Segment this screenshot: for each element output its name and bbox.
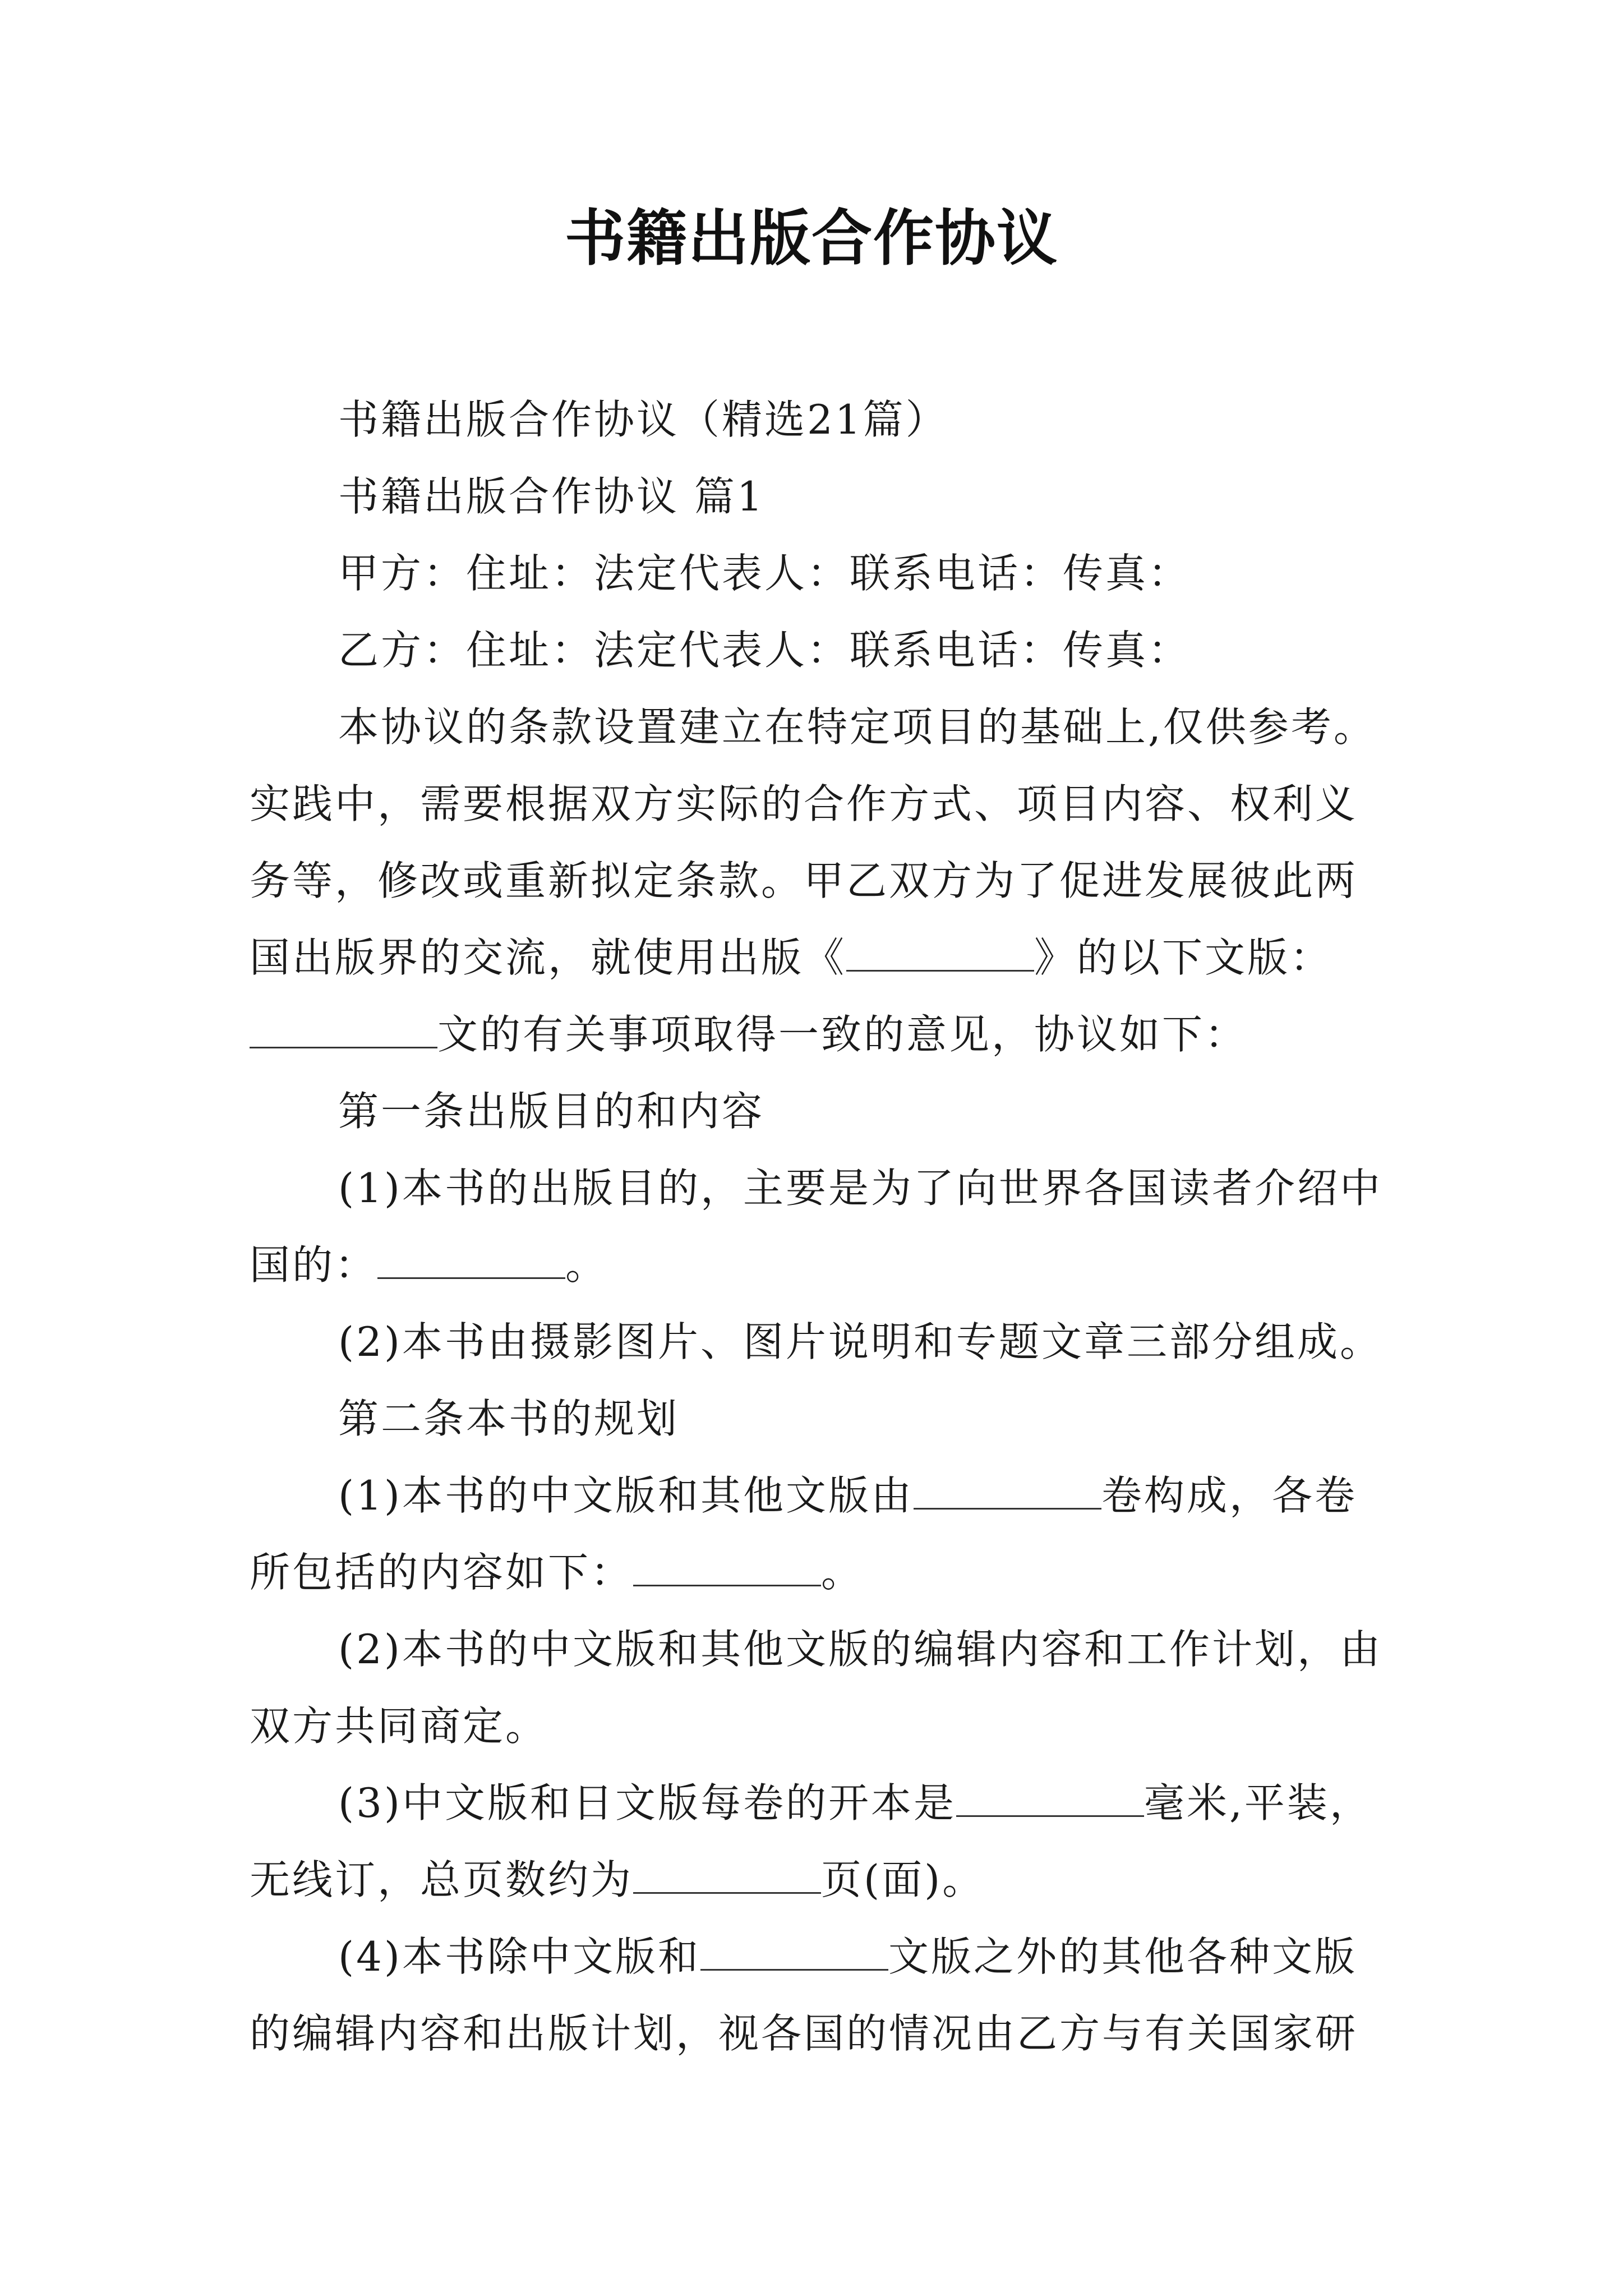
article-2-clause-1-text-3: 。	[821, 1549, 864, 1596]
article-2-clause-1-text-2: 卷构成，各卷所包括的内容如下：	[250, 1472, 1358, 1596]
article-2-clause-1	[250, 1457, 1394, 1611]
preamble-paragraph	[250, 689, 1394, 1073]
preamble-text-1: 本协议的条款设置建立在特定项目的基础上,仅供参考。实践中，需要根据双方实际的合作方式、项目内容、权利义务等，修改或重新拟定条款。甲乙双方为了促进发展彼此两国出版界的交流，就使用出版《	[250, 703, 1376, 981]
article-1-clause-1-text-2: 。	[565, 1241, 608, 1289]
article-2-clause-3-text-1: (3)中文版和日文版每卷的开本是	[338, 1779, 956, 1826]
article-2-clause-3	[250, 1765, 1394, 1918]
blank-page-count	[633, 1857, 821, 1894]
preamble-text-2: 》的以下文版：	[1034, 934, 1333, 981]
blank-other-language	[700, 1934, 888, 1971]
party-b-line: 乙方：住址：法定代表人：联系电话：传真：	[338, 627, 1191, 674]
article-1-clause-1	[250, 1150, 1394, 1304]
article-1-clause-2: (2)本书由摄影图片、图片说明和专题文章三部分组成。	[338, 1318, 1382, 1365]
preamble-text-3: 文的有关事项取得一致的意见，协议如下：	[437, 1011, 1248, 1058]
article-2-clause-3-text-2: 毫米,平装，无线订，总页数约为	[250, 1779, 1372, 1903]
article-2-clause-4	[250, 1918, 1394, 2072]
article-1-clause-1-text-1: (1)本书的出版目的，主要是为了向世界各国读者介绍中国的：	[250, 1165, 1382, 1289]
article-2-clause-4-text-2: 文版之外的其他各种文版的编辑内容和出版计划，视各国的情况由乙方与有关国家研	[250, 1933, 1358, 2057]
article-2-clause-2: (2)本书的中文版和其他文版的编辑内容和工作计划，由双方共同商定。	[250, 1626, 1382, 1750]
article-1-heading: 第一条出版目的和内容	[338, 1088, 765, 1135]
article-2-heading: 第二条本书的规划	[338, 1395, 680, 1442]
blank-language	[250, 1012, 437, 1048]
subtitle: 书籍出版合作协议（精选21篇）	[338, 396, 948, 443]
blank-book-title	[846, 935, 1034, 972]
document-body	[250, 381, 1394, 2072]
section-heading: 书籍出版合作协议 篇1	[338, 473, 765, 520]
document-title: 书籍出版合作协议	[564, 203, 1058, 274]
party-a-line: 甲方：住址：法定代表人：联系电话：传真：	[338, 550, 1191, 597]
blank-purpose	[377, 1243, 565, 1279]
article-2-clause-4-text-1: (4)本书除中文版和	[338, 1933, 700, 1980]
blank-volume-count	[914, 1473, 1101, 1510]
blank-format-size	[956, 1780, 1144, 1817]
article-2-clause-1-text-1: (1)本书的中文版和其他文版由	[338, 1472, 914, 1519]
article-2-clause-3-text-3: 页(面)。	[821, 1856, 985, 1903]
blank-volume-contents	[633, 1550, 821, 1586]
